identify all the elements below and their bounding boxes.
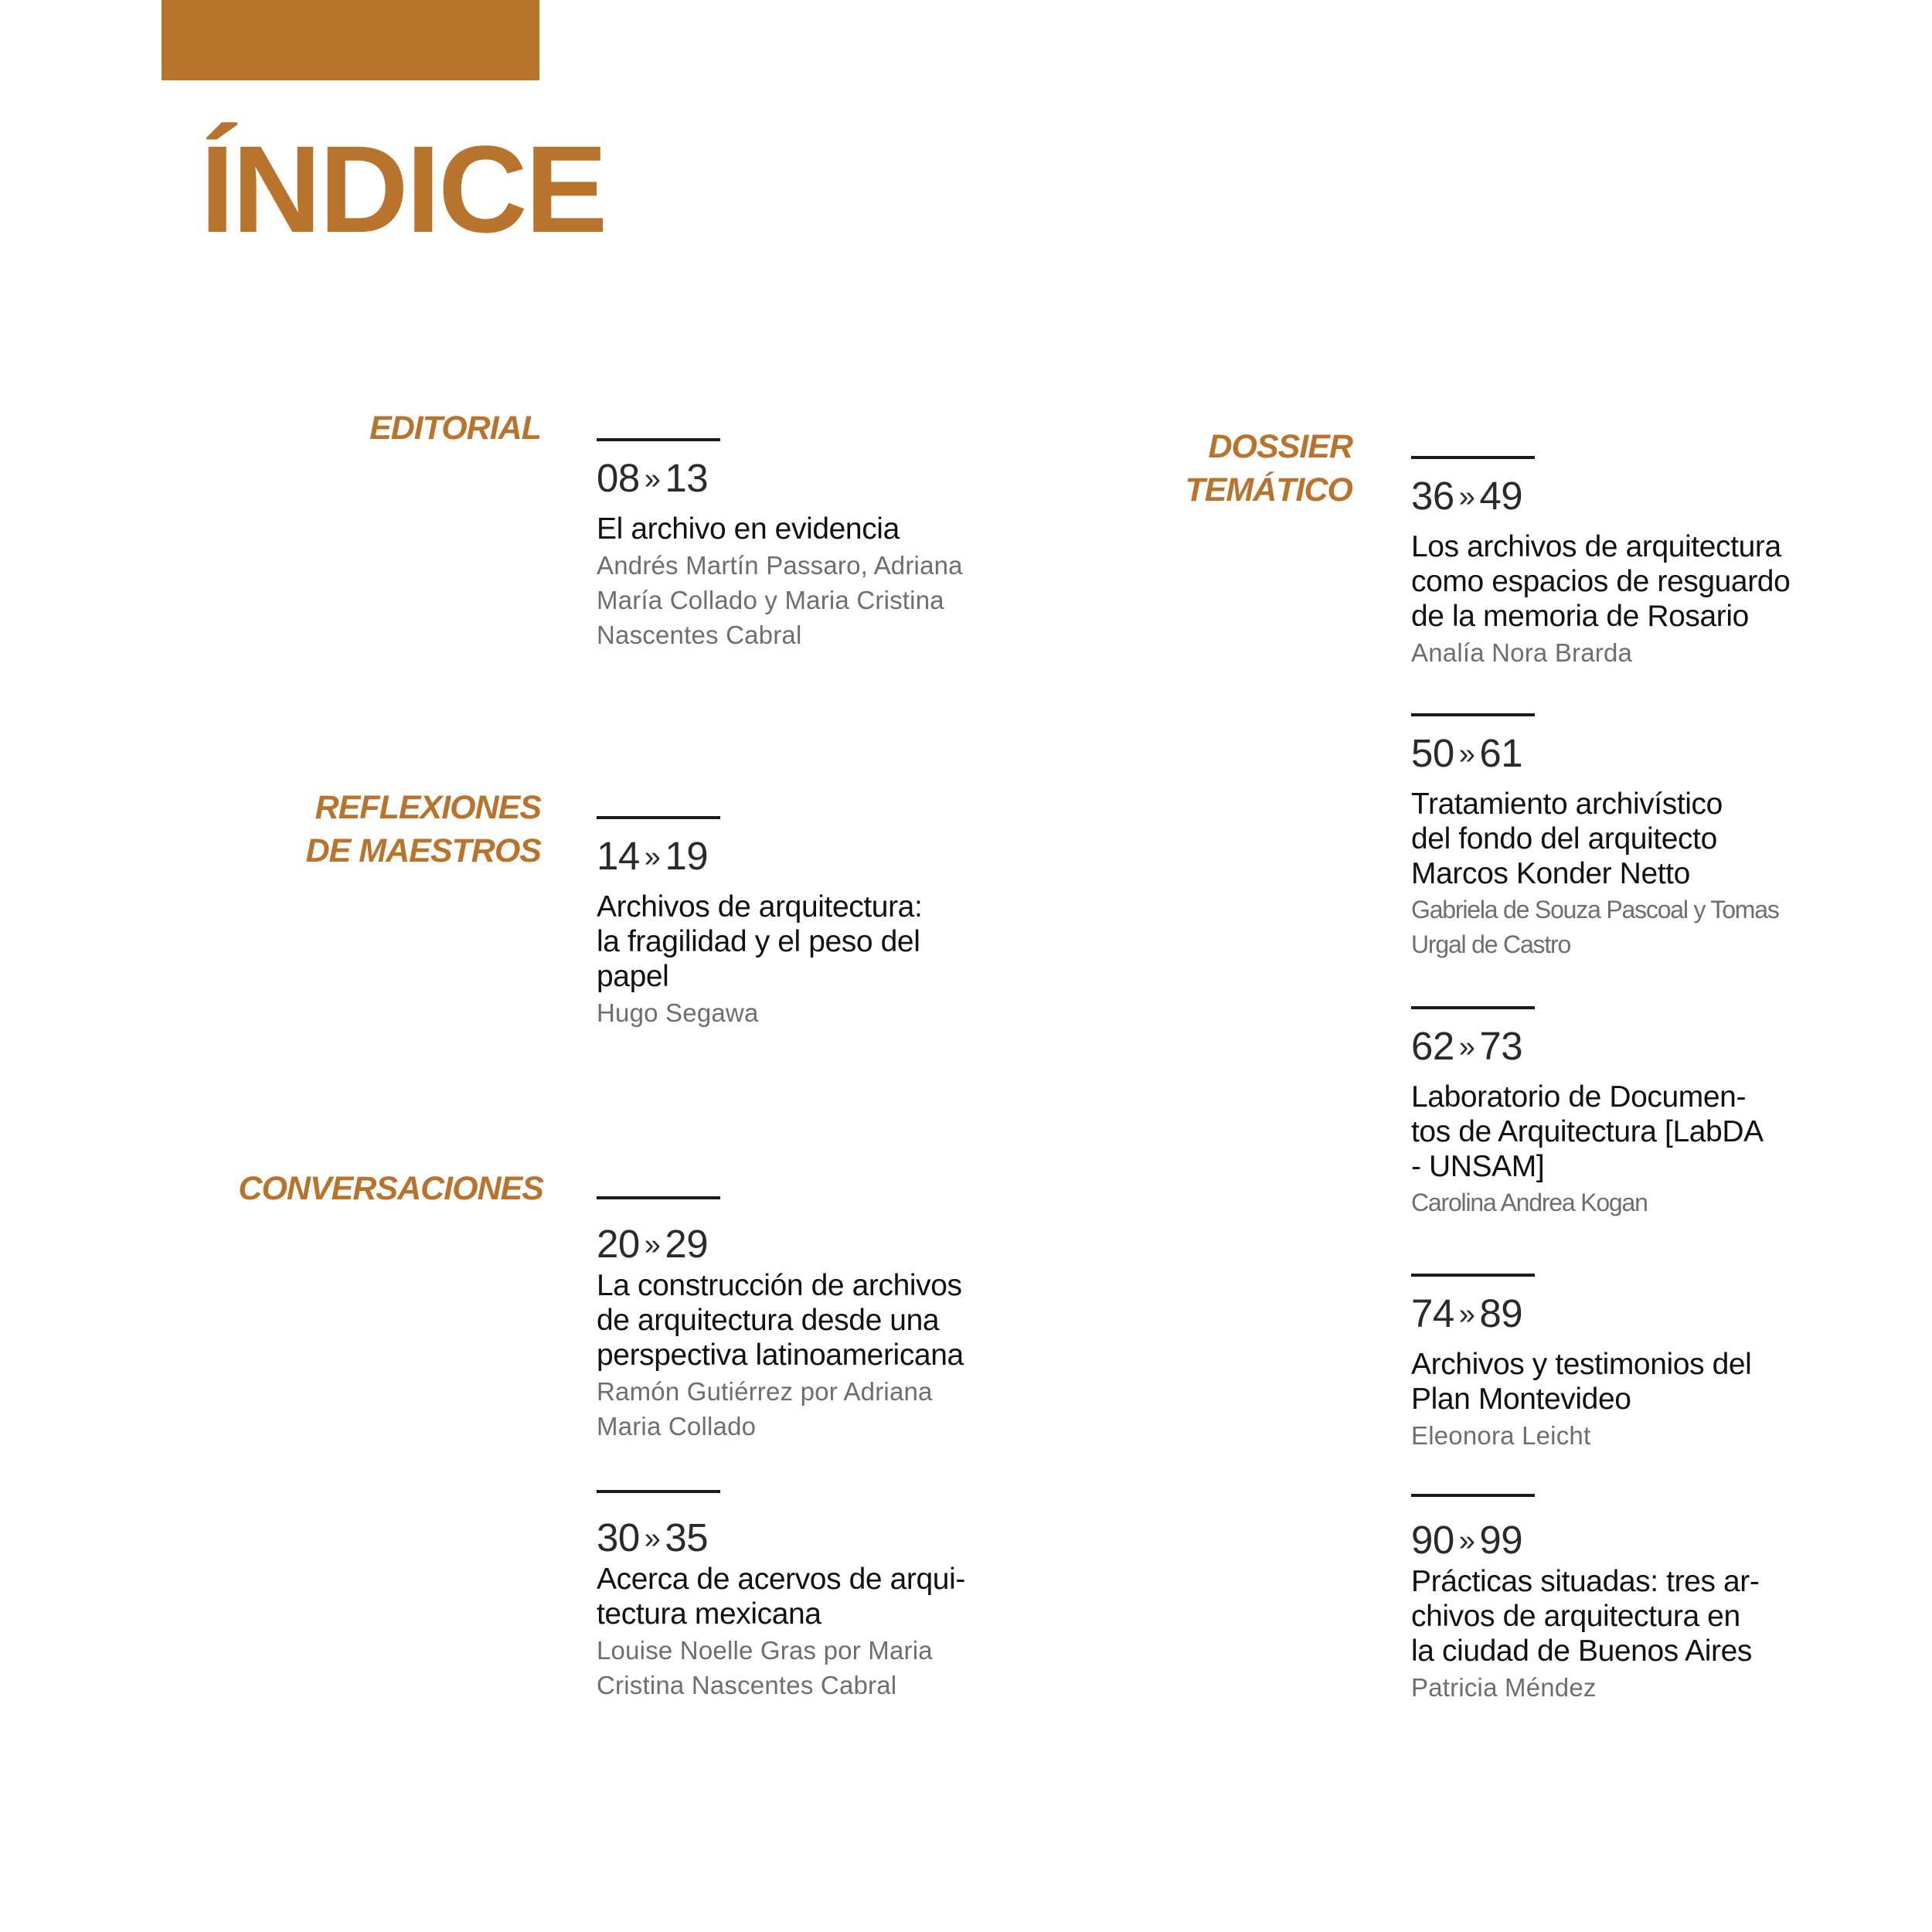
section-label-text: EDITORIAL	[369, 410, 541, 447]
section-label-text: CONVERSACIONES	[238, 1170, 543, 1207]
entry-rule	[1411, 1274, 1535, 1277]
entry-rule	[597, 438, 720, 441]
page-range: 50 » 61	[1411, 731, 1523, 775]
entry-title: Los archivos de arquitectura como espacios de resguardo de la memoria de Rosario	[1411, 530, 1791, 633]
entry-title: Tratamiento archivístico del fondo del arquitecto Marcos Konder Netto	[1411, 787, 1723, 890]
entry-title: Archivos y testimonios del Plan Montevideo	[1411, 1348, 1752, 1416]
toc-entry-dossier-3[interactable]	[1411, 1006, 1813, 1220]
section-label-conversaciones	[238, 1167, 543, 1210]
section-label-line: DOSSIER	[1208, 428, 1352, 465]
entry-author: Carolina Andrea Kogan	[1411, 1189, 1648, 1216]
toc-entry-editorial[interactable]	[597, 438, 998, 652]
toc-entry-reflexiones[interactable]	[597, 816, 998, 1030]
entry-rule	[1411, 713, 1535, 716]
entry-author: Analía Nora Brarda	[1411, 638, 1633, 667]
entry-author: Gabriela de Souza Pascoal y Tomas Urgal de Castro	[1411, 896, 1779, 958]
page-range: 30 » 35	[597, 1515, 709, 1560]
entry-author: Ramón Gutiérrez por Adriana Maria Collado	[597, 1377, 933, 1440]
page-range: 90 » 99	[1411, 1518, 1523, 1562]
entry-rule	[1411, 1006, 1535, 1009]
page-range: 08 » 13	[597, 456, 709, 500]
entry-title: Laboratorio de Documen- tos de Arquitectura [LabDA - UNSAM]	[1411, 1080, 1764, 1183]
page-range: 62 » 73	[1411, 1024, 1523, 1068]
page-range: 36 » 49	[1411, 474, 1523, 518]
entry-author: Andrés Martín Passaro, Adriana María Collado y Maria Cristina Nascentes Cabral	[597, 551, 963, 649]
entry-rule	[597, 1490, 720, 1493]
toc-entry-dossier-4[interactable]	[1411, 1274, 1813, 1453]
entry-author: Louise Noelle Gras por Maria Cristina Nascentes Cabral	[597, 1636, 933, 1699]
entry-title: La construcción de archivos de arquitectura desde una perspectiva latinoamericana	[597, 1269, 964, 1372]
page-range: 20 » 29	[597, 1222, 709, 1266]
toc-entry-conversaciones-2[interactable]	[597, 1490, 998, 1702]
page-range: 14 » 19	[597, 834, 709, 878]
section-label-line: DE MAESTROS	[305, 832, 541, 869]
toc-entry-dossier-1[interactable]	[1411, 456, 1813, 670]
section-label-line: TEMÁTICO	[1185, 471, 1352, 509]
entry-author: Hugo Segawa	[597, 998, 759, 1027]
page-range: 74 » 89	[1411, 1291, 1523, 1335]
entry-rule	[597, 816, 720, 819]
section-label-reflexiones	[306, 786, 541, 872]
page-title: ÍNDICE	[200, 120, 606, 258]
toc-entry-conversaciones-1[interactable]	[597, 1196, 998, 1444]
section-label-dossier	[1185, 425, 1352, 512]
entry-author: Patricia Méndez	[1411, 1673, 1597, 1702]
entry-rule	[1411, 1494, 1535, 1497]
entry-rule	[1411, 456, 1535, 459]
entry-title: Acerca de acervos de arqui- tectura mexicana	[597, 1563, 965, 1631]
section-label-editorial	[369, 406, 541, 450]
entry-title: Prácticas situadas: tres ar- chivos de arquitectura en la ciudad de Buenos Aires	[1411, 1565, 1760, 1668]
entry-author: Eleonora Leicht	[1411, 1421, 1591, 1450]
section-label-line: REFLEXIONES	[315, 789, 541, 826]
entry-title: Archivos de arquitectura: la fragilidad y el peso del papel	[597, 890, 923, 993]
toc-entry-dossier-2[interactable]	[1411, 713, 1813, 962]
toc-entry-dossier-5[interactable]	[1411, 1494, 1813, 1705]
entry-rule	[597, 1196, 720, 1199]
entry-title: El archivo en evidencia	[597, 512, 900, 546]
accent-bar	[162, 0, 539, 80]
